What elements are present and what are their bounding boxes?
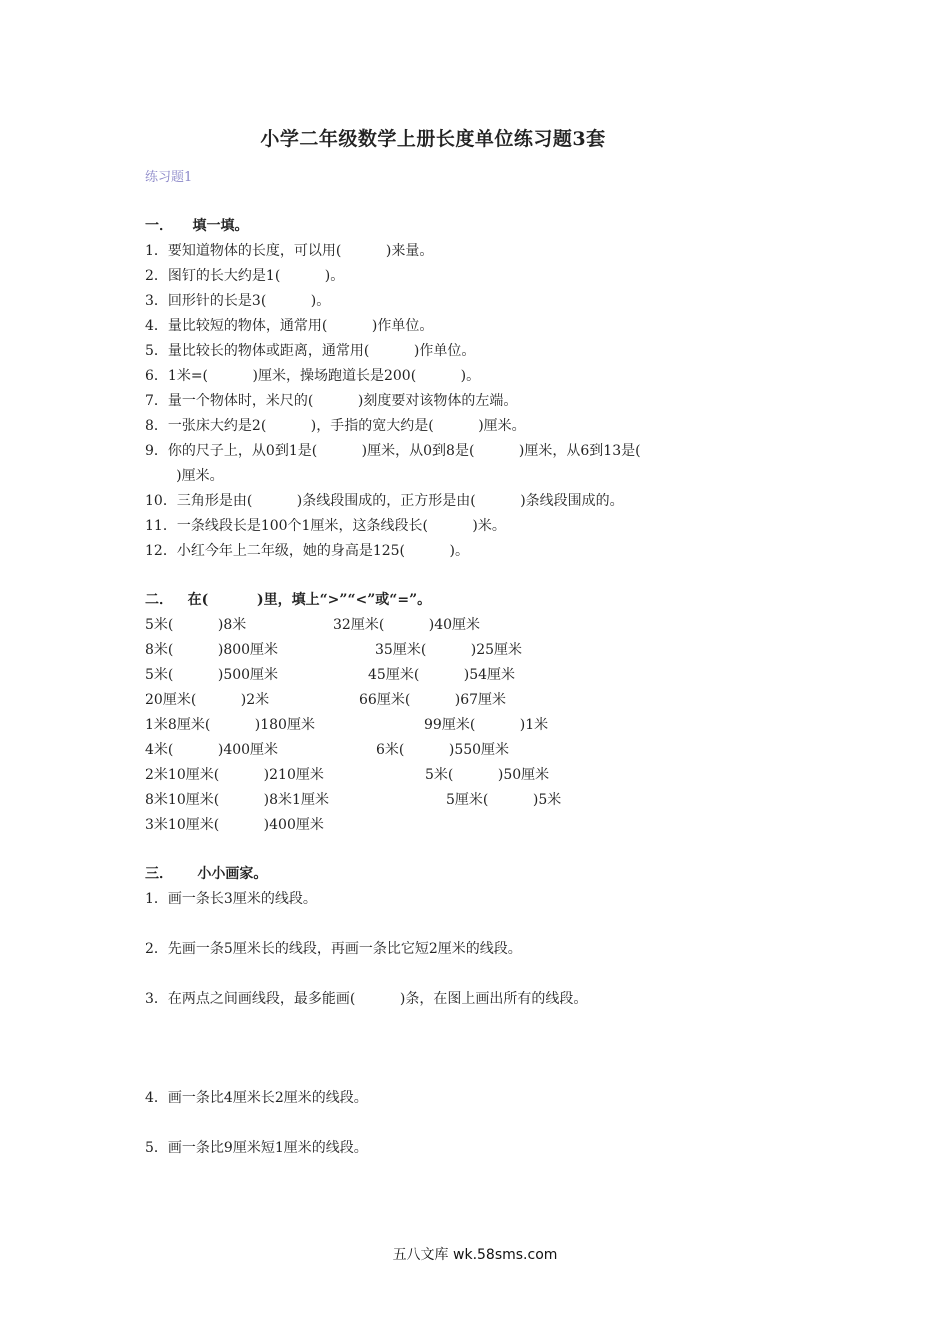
section2-heading: 二． 在( )里，填上“>”“<”或“=”。 — [145, 592, 432, 608]
section1-item: 11．一条线段长是100个1厘米，这条线段长( )米。 — [145, 518, 506, 534]
compare-left: 2米10厘米( )210厘米 — [145, 767, 324, 783]
section3-heading: 三． 小小画家。 — [145, 866, 268, 882]
section1-item: 5．量比较长的物体或距离，通常用( )作单位。 — [145, 343, 476, 359]
compare-right: 66厘米( )67厘米 — [359, 692, 507, 708]
compare-left: 20厘米( )2米 — [145, 692, 270, 708]
compare-right: 5米( )50厘米 — [425, 767, 550, 783]
compare-right: 45厘米( )54厘米 — [368, 667, 516, 683]
section3-item: 1．画一条长3厘米的线段。 — [145, 891, 317, 907]
section3-item: 5．画一条比9厘米短1厘米的线段。 — [145, 1140, 368, 1156]
section1-item: 6．1米=( )厘米，操场跑道长是200( )。 — [145, 368, 481, 384]
section1-item: 9．你的尺子上，从0到1是( )厘米，从0到8是( )厘米，从6到13是( — [145, 443, 641, 459]
compare-left: 8米( )800厘米 — [145, 642, 279, 658]
section3-item: 2．先画一条5厘米长的线段，再画一条比它短2厘米的线段。 — [145, 941, 522, 957]
compare-left: 8米10厘米( )8米1厘米 — [145, 792, 329, 808]
section1-item: 10．三角形是由( )条线段围成的，正方形是由( )条线段围成的。 — [145, 493, 624, 509]
section3-item: 3．在两点之间画线段，最多能画( )条，在图上画出所有的线段。 — [145, 991, 588, 1007]
section1-item: 8．一张床大约是2( )，手指的宽大约是( )厘米。 — [145, 418, 526, 434]
compare-left: 4米( )400厘米 — [145, 742, 279, 758]
section1-item: 4．量比较短的物体，通常用( )作单位。 — [145, 318, 434, 334]
section3-item: 4．画一条比4厘米长2厘米的线段。 — [145, 1090, 368, 1106]
section1-item: 2．图钉的长大约是1( )。 — [145, 268, 345, 284]
compare-left: 1米8厘米( )180厘米 — [145, 717, 315, 733]
compare-left: 5米( )500厘米 — [145, 667, 279, 683]
compare-right: 35厘米( )25厘米 — [375, 642, 523, 658]
compare-left: 5米( )8米 — [145, 617, 247, 633]
exercise-subtitle: 练习题1 — [145, 170, 193, 185]
compare-right: 32厘米( )40厘米 — [333, 617, 481, 633]
section1-item: 12．小红今年上二年级，她的身高是125( )。 — [145, 543, 469, 559]
section1-heading: 一． 填一填。 — [145, 218, 249, 234]
section1-item: 1．要知道物体的长度，可以用( )来量。 — [145, 243, 434, 259]
footer-watermark: 五八文库 wk.58sms.com — [392, 1247, 558, 1263]
section1-item: 3．回形针的长是3( )。 — [145, 293, 331, 309]
section1-item: 7．量一个物体时，米尺的( )刻度要对该物体的左端。 — [145, 393, 518, 409]
compare-right: 6米( )550厘米 — [376, 742, 510, 758]
page-title: 小学二年级数学上册长度单位练习题3套 — [260, 128, 606, 150]
compare-left: 3米10厘米( )400厘米 — [145, 817, 324, 833]
section1-item-continued: )厘米。 — [145, 468, 224, 484]
compare-right: 99厘米( )1米 — [424, 717, 549, 733]
compare-right: 5厘米( )5米 — [446, 792, 562, 808]
